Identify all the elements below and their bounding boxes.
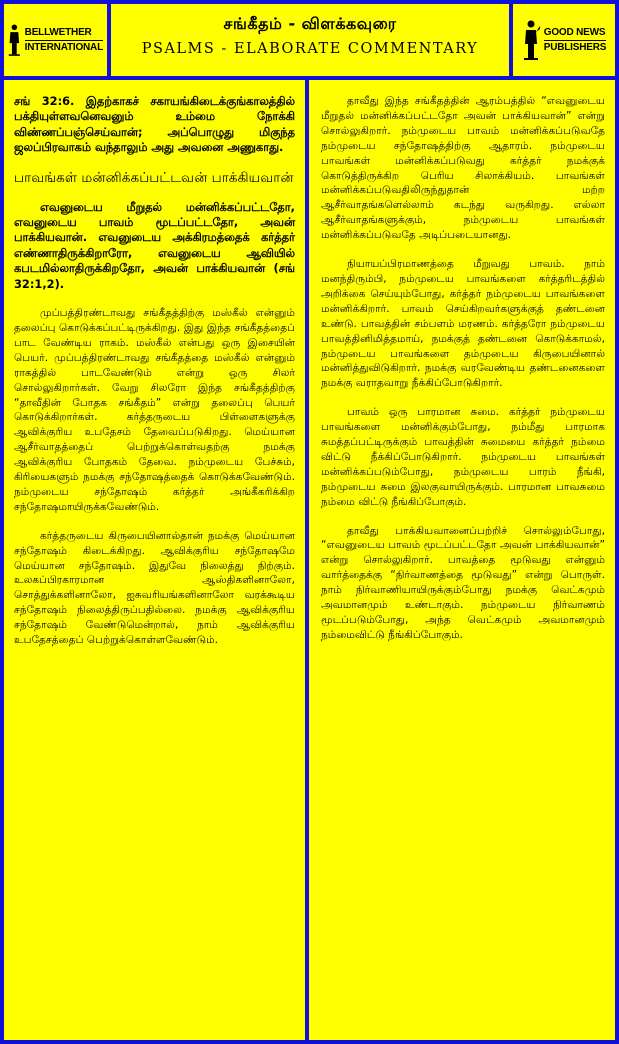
right-paragraph-2: நியாயப்பிரமாணத்தை மீறுவது பாவம். நாம் மனந்திரும்பி, நம்முடைய பாவங்களை கர்த்தரிடத்தில் அறிக்கை செய்யும்போது, கர்த்தர் நம்முடைய பாவங்களை மன்னிக்கிறார். பாவம் செய்கிறவர்களுக்குத் தண்டனை உண்டு. பாவத்தின் சம்பளம் மரணம். கர்த்தரோ நம்முடைய பாவத்தினிமித்தமாய், நமக்குத் தண்டனை கொடுக்காமல், நம்முடைய பாவங்களை தம்முடைய கிருபையினால் மன்னித்துவிடுகிறார். நமக்கு வரவேண்டிய தண்டனைகளை நமக்கு வராதவாறு நீக்கிப்போடுகிறார். [321,258,605,390]
right-paragraph-3: பாவம் ஒரு பாரமான சுமை. கர்த்தர் நம்முடைய பாவங்களை மன்னிக்கும்போது, நம்மீது பாரமாக சுமத்தப்பட்டிருக்கும் பாவத்தின் சுமையை கர்த்தர் நம்மை விட்டு நீக்கிப்போடுகிறார். நம்முடைய பாவங்கள் மன்னிக்கப்படும்போது, நம்முடைய பாரம் நீங்கி, நம்முடைய சுமை இலகுவாயிருக்கும். பாரமான பாவசுமை நம்மை விட்டு நீங்கிப்போகும். [321,406,605,508]
section-heading: பாவங்கள் மன்னிக்கப்பட்டவன் பாக்கியவான் [14,169,294,186]
left-paragraph-2: கர்த்தருடைய கிருபையினால்தான் நமக்கு மெய்யான சந்தோஷம் கிடைக்கிறது. ஆவிக்குரிய சந்தோஷமே மெய்யான சந்தோஷம். இதுவே நிலைத்து நிற்கும். உலகப்பிரகாரமான ஆஸ்திகளினாலோ, சொத்துக்களினாலோ, ஐசுவரியங்களினாலோ வரக்கூடிய சந்தோஷம் நிலைத்திருப்பதில்லை. நமக்கு ஆவிக்குரிய சந்தோஷம் வேண்டுமென்றால், நாம் ஆவிக்குரிய உபதேசத்தைப் பெற்றுக்கொள்ளவேண்டும். [14,529,295,647]
title-tamil: சங்கீதம் - விளக்கவுரை [223,14,397,33]
quote-text: எவனுடைய மீறுதல் மன்னிக்கப்பட்டதோ, எவனுடைய பாவம் மூடப்பட்டதோ, அவன் பாக்கியவான். எவனுடைய அக்கிரமத்தைக் கர்த்தர் எண்ணாதிருக்கிறாரோ, எவனுடைய ஆவியில் கபடமில்லாதிருக்கிறதோ, அவன் பாக்கியவான் (சங் 32:1,2). [14,199,295,291]
bellwether-logo [4,4,107,76]
logo-right-line2: PUBLISHERS [543,41,607,53]
right-column [309,80,615,1040]
left-paragraph-1: முப்பத்திரண்டாவது சங்கீதத்திற்கு மஸ்கீல் என்னும் தலைப்பு கொடுக்கப்பட்டிருக்கிறது. இது இந்த சங்கீதத்தைப் பாட வேண்டிய ராகம். மஸ்கீல் என்பது ஒரு இசையின் பெயர். முப்பத்திரண்டாவது சங்கீதத்தை மஸ்கீல் என்னும் ராகத்தில் பாடவேண்டும் என்று ஒரு சிலர் சொல்லுகிறார்கள். வேறு சிலரோ இந்த சங்கீதத்திற்கு “தாவீதின் போதக சங்கீதம்” என்று தலைப்பு பெயர் கொடுக்கிறார்கள். கர்த்தருடைய பிள்ளைகளுக்கு ஆவிக்குரிய உபதேசம் தேவைப்படுகிறது. மெய்யான ஆசீர்வாதத்தைப் பெற்றுக்கொள்வதற்கு நமக்கு ஆவிக்குரிய போதகம் தேவை. நம்முடைய பேச்சும், கிரியைகளும் நமக்கு சந்தோஷத்தைக் கொடுக்கவேண்டும். நம்முடைய சந்தோஷம் கர்த்தர் அங்கீகரிக்கிற சந்தோஷமாயிருக்கவேண்டும். [14,307,295,513]
logo-right-line1: GOOD NEWS [544,27,606,41]
logo-left-line2: INTERNATIONAL [24,41,103,53]
title-english: PSALMS - ELABORATE COMMENTARY [141,41,479,57]
right-paragraph-1: தாவீது இந்த சங்கீதத்தின் ஆரம்பத்தில் “எவனுடைய மீறுதல் மன்னிக்கப்பட்டதோ அவன் பாக்கியவான்” என்று சொல்லுகிறார். நம்முடைய பாவம் மன்னிக்கப்படுவதே நம்முடைய சந்தோஷத்திற்கு ஆதாரம். நம்முடைய பாவங்கள் மன்னிக்கப்படுவது கர்த்தர் நமக்குக் கொடுத்திருக்கிற பெரிய சிலாக்கியம். பாவங்கள் மன்னிக்கப்படுவதிலிருந்துதான் மற்ற ஆசீர்வாதங்களெல்லாம் கடந்து வருகிறது. எல்லா ஆசீர்வாதங்களுக்கும், நம்முடைய பாவங்கள் மன்னிக்கப்படுவதே அடிப்படையானது. [321,95,605,242]
good-news-logo [513,4,615,76]
page-header [111,4,509,76]
logo-left-line1: BELLWETHER [25,27,103,41]
verse-text: சங் 32:6. இதற்காகச் சகாயங்கிடைக்குங்காலத்தில் பக்தியுள்ளவனெவனும் உம்மை நோக்கி விண்ணப்பஞ்செய்வான்; அப்பொழுது மிகுந்த ஜலப்பிரவாகம் வந்தாலும் அது அவனை அணுகாது. [14,94,295,155]
good-news-figure-icon [522,20,540,60]
left-column [4,80,305,1040]
right-paragraph-4: தாவீது பாக்கியவானைப்பற்றிச் சொல்லும்போது, “எவனுடைய பாவம் மூடப்பட்டதோ அவன் பாக்கியவான்” என்று சொல்லுகிறார். பாவத்தை மூடுவது என்னும் வார்த்தைக்கு “நிர்வாணத்தை மூடுவது” என்று பொருள். நாம் நிர்வாணியாயிருக்கும்போது நமக்கு வெட்கமும் அவமானமும் உண்டாகும். நம்முடைய நிர்வாணம் மூடப்படும்போது, அந்த வெட்கமும் அவமானமும் நம்மைவிட்டு நீங்கிப்போகும். [321,524,605,641]
bellwether-figure-icon [8,20,21,60]
